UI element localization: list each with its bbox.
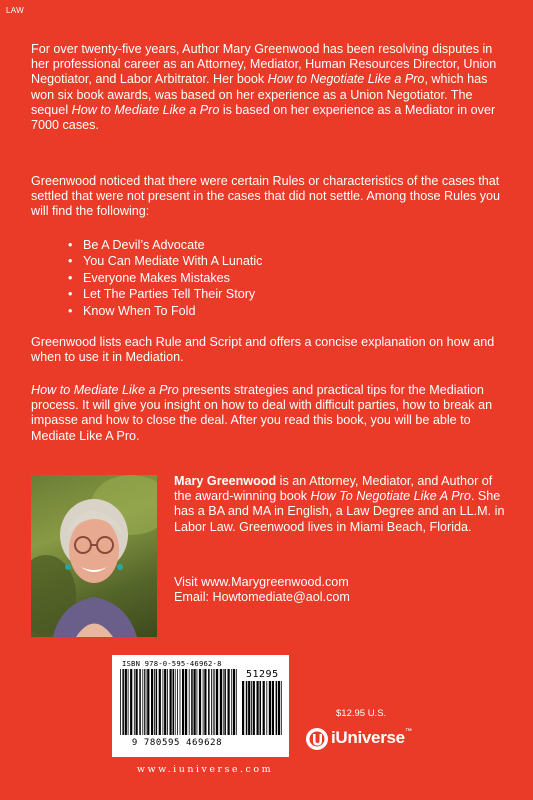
list-item: [68, 286, 262, 302]
book-title: How to Mediate Like a Pro: [71, 102, 220, 117]
bio-text: . She has a BA and MA in English, a Law Degree and an LL.M. in Labor Law. Greenwood lives in Miami Beach, Florida.: [174, 489, 505, 534]
bullet-icon: •: [68, 254, 73, 269]
rule-text: Let The Parties Tell Their Story: [83, 287, 256, 302]
list-item: [68, 303, 262, 319]
barcode-addon-icon: [242, 681, 282, 735]
publisher-name: [331, 728, 412, 748]
publisher-logo: [305, 727, 435, 751]
email-link[interactable]: Email: Howtomediate@aol.com: [174, 590, 350, 605]
book-title: How to Negotiate Like a Pro: [267, 72, 425, 87]
author-bio: [174, 474, 509, 535]
bullet-icon: •: [68, 270, 73, 285]
rule-text: You Can Mediate With A Lunatic: [83, 254, 263, 269]
list-item: [68, 253, 262, 269]
book-title: How To Negotiate Like A Pro: [310, 489, 471, 504]
rule-text: Everyone Makes Mistakes: [83, 270, 230, 285]
rules-intro-paragraph: Greenwood noticed that there were certain Rules or characteristics of the cases that settled that were not present in the cases that did not settle. Among those Rules you will find the following:: [31, 174, 501, 219]
bullet-icon: •: [68, 303, 73, 318]
ean-number: 9 780595 469628: [131, 738, 223, 748]
paragraph-text: is based on her experience as a Mediator in over 7000 cases.: [31, 102, 496, 133]
bullet-icon: •: [68, 287, 73, 302]
barcode-box: [112, 655, 289, 757]
trademark-symbol: ™: [404, 728, 412, 735]
publisher-website: www.iuniverse.com: [136, 764, 274, 775]
explanation-paragraph: Greenwood lists each Rule and Script and offers a concise explanation on how and when to use it in Mediation.: [31, 335, 495, 365]
rule-text: Know When To Fold: [83, 303, 196, 318]
paragraph-text: , which has won six book awards, was based on her experience as a Union Negotiator. The sequel: [31, 72, 488, 117]
paragraph-text: presents strategies and practical tips for the Mediation process. It will give you insight on how to deal with difficult parties, how to break an impasse and how to close the deal. After you read this book, you will be able to Mediate Like A Pro.: [31, 383, 493, 443]
website-link[interactable]: Visit www.Marygreenwood.com: [174, 575, 349, 589]
iuniverse-logo-icon: [305, 727, 329, 751]
category-label: LAW: [6, 6, 24, 15]
author-name: Mary Greenwood: [174, 474, 277, 488]
publisher-wordmark: iUniverse: [331, 728, 405, 747]
list-item: [68, 270, 262, 286]
book-title: How to Mediate Like a Pro: [31, 383, 179, 397]
price-label: $12.95 U.S.: [336, 708, 387, 719]
price-code: 51295: [246, 669, 279, 680]
summary-paragraph: [31, 383, 503, 444]
paragraph-text: For over twenty-five years, Author Mary Greenwood has been resolving disputes in her professional career as an Attorney, Mediator, Human Resources Director, Union Negotiator, and Labor Arbitrator. Her book: [31, 42, 497, 87]
rules-list: [68, 237, 262, 319]
bullet-icon: •: [68, 238, 73, 252]
intro-paragraph: [31, 42, 503, 133]
bio-text: is an Attorney, Mediator, and Author of the award-winning book: [174, 474, 493, 504]
contact-info: [174, 575, 350, 605]
rule-text: Be A Devil’s Advocate: [83, 238, 205, 252]
list-item: [68, 237, 262, 253]
author-portrait-icon: [31, 475, 157, 637]
barcode-icon: [120, 669, 238, 735]
author-photo: [31, 475, 157, 637]
isbn-text: ISBN 978-0-595-46962-8: [122, 659, 222, 668]
